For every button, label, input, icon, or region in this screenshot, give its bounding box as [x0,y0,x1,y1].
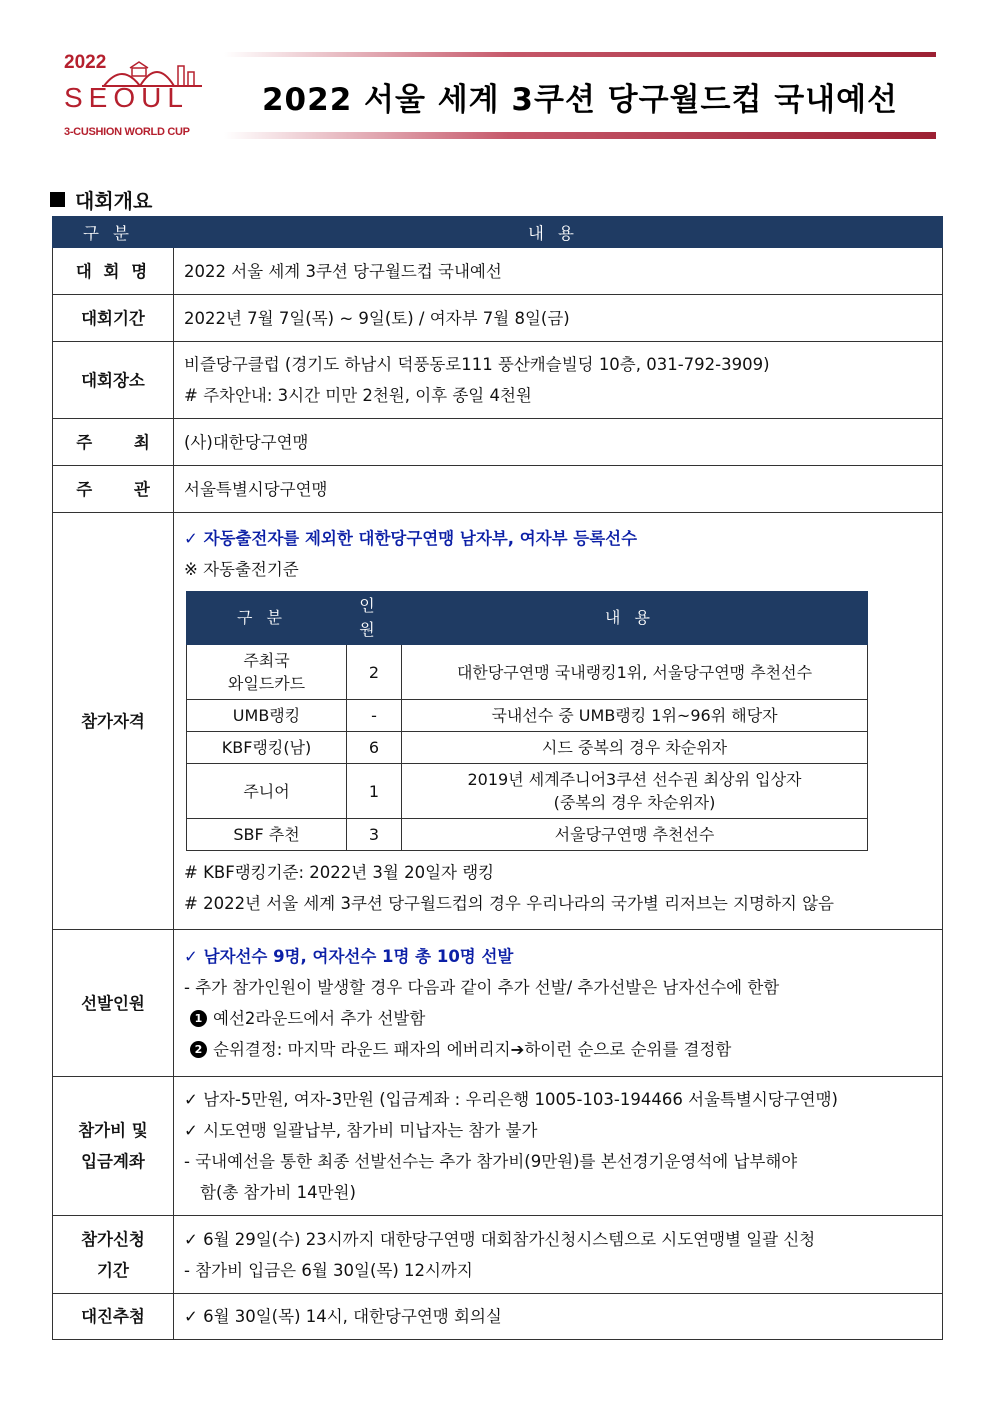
logo-year: 2022 [64,52,107,73]
selection-headline: ✓ 남자선수 9명, 여자선수 1명 총 10명 선발 [184,947,514,966]
fee-payment-rule: ✓ 시도연맹 일괄납부, 참가비 미납자는 참가 불가 [184,1121,538,1140]
row-label-application-2: 기간 [97,1260,129,1280]
number-two-icon: 2 [190,1041,207,1058]
table-row [53,1216,943,1294]
table-row [187,645,868,700]
application-payment: - 참가비 입금은 6월 30일(목) 12시까지 [184,1260,473,1280]
eligibility-headline: ✓ 자동출전자를 제외한 대한당구연맹 남자부, 여자부 등록선수 [184,529,638,548]
inner-cell-category-2: 와일드카드 [227,674,306,693]
eligibility-note-ranking: # KBF랭킹기준: 2022년 3월 20일자 랭킹 [184,863,495,882]
header-bottom-bar [224,132,936,139]
inner-cell-count: 3 [347,819,402,851]
page-title: 2022 서울 세계 3쿠션 당구월드컵 국내예선 [261,82,898,118]
overview-table [52,216,943,1340]
inner-cell-count: 1 [347,764,402,819]
table-row [53,1077,943,1216]
square-bullet-icon [50,192,65,207]
table-row [187,732,868,764]
row-value-host: (사)대한당구연맹 [174,419,943,466]
table-row [53,419,943,466]
row-label-host: 주 최 [53,419,174,466]
table-row [53,466,943,513]
fee-amounts: ✓ 남자-5만원, 여자-3만원 (입금계좌 : 우리은행 1005-103-194466 서울특별시당구연맹) [184,1090,838,1109]
eligibility-criteria-title: ※ 자동출전기준 [184,560,299,579]
fee-total: 함(총 참가비 14만원) [200,1183,356,1202]
inner-header-category: 구분 [187,592,347,645]
application-deadline: ✓ 6월 29일(수) 23시까지 대한당구연맹 대회참가신청시스템으로 시도연맹별 일괄 신청 [184,1229,816,1249]
inner-cell-category: 주니어 [187,764,347,819]
table-row [53,295,943,342]
fee-additional: - 국내예선을 통한 최종 선발선수는 추가 참가비(9만원)를 본선경기운영석에 납부해야 [184,1152,798,1171]
inner-cell-count: 6 [347,732,402,764]
inner-cell-content: 시드 중복의 경우 차순위자 [402,732,868,764]
row-value-name: 2022 서울 세계 3쿠션 당구월드컵 국내예선 [174,248,943,295]
row-label-fee: 참가비 및 [78,1121,148,1140]
table-row [53,342,943,419]
inner-cell-category: 주최국 [243,651,290,670]
page-header [52,46,936,142]
row-label-name: 대 회 명 [53,248,174,295]
venue-parking: # 주차안내: 3시간 미만 2천원, 이후 종일 4천원 [184,386,532,405]
seoul-world-cup-logo [62,52,202,142]
inner-header-content: 내용 [402,592,868,645]
row-label-venue: 대회장소 [53,342,174,419]
row-label-organizer: 주 관 [53,466,174,513]
row-label-eligibility: 참가자격 [53,513,174,930]
row-label-application: 참가신청 [81,1229,145,1249]
table-row [53,1294,943,1340]
inner-cell-content: 서울당구연맹 추천선수 [402,819,868,851]
inner-cell-content: 2019년 세계주니어3쿠션 선수권 최상위 입상자 [467,770,802,789]
table-row [53,513,943,930]
table-row [53,930,943,1077]
inner-cell-content: 대한당구연맹 국내랭킹1위, 서울당구연맹 추천선수 [402,645,868,700]
inner-header-count: 인원 [347,592,402,645]
table-row [53,248,943,295]
inner-cell-count: - [347,700,402,732]
selection-ranking-rule: 순위결정: 마지막 라운드 패자의 에버리지➔하이런 순으로 순위를 결정함 [213,1040,732,1059]
number-one-icon: 1 [190,1010,207,1027]
row-label-selection: 선발인원 [53,930,174,1077]
row-label-fee-2: 입금계좌 [81,1152,145,1171]
table-row [187,700,868,732]
row-value-draw: ✓ 6월 30일(목) 14시, 대한당구연맹 회의실 [174,1294,943,1340]
table-header-row [53,217,943,248]
venue-address: 비즐당구클럽 (경기도 하남시 덕풍동로111 풍산캐슬빌딩 10층, 031-792-3909) [184,355,770,374]
inner-cell-count: 2 [347,645,402,700]
row-value-organizer: 서울특별시당구연맹 [174,466,943,513]
row-label-period: 대회기간 [53,295,174,342]
logo-subtitle: 3-CUSHION WORLD CUP [64,126,190,138]
section-heading [50,185,152,214]
table-row [187,764,868,819]
inner-cell-content-2: (중복의 경우 차순위자) [553,793,716,812]
section-title: 대회개요 [75,189,153,213]
header-top-bar [224,52,936,57]
selection-additional: - 추가 참가인원이 발생할 경우 다음과 같이 추가 선발/ 추가선발은 남자선수에 한함 [184,978,780,997]
row-label-draw: 대진추첨 [53,1294,174,1340]
inner-cell-category: KBF랭킹(남) [187,732,347,764]
inner-cell-category: SBF 추천 [187,819,347,851]
inner-cell-category: UMB랭킹 [187,700,347,732]
header-category: 구분 [53,217,174,248]
inner-header-row [187,592,868,645]
auto-entry-table [186,591,868,851]
eligibility-note-reserve: # 2022년 서울 세계 3쿠션 당구월드컵의 경우 우리나라의 국가별 리저브는 지명하지 않음 [184,894,834,913]
table-row [187,819,868,851]
logo-city: SEOUL [64,82,189,113]
inner-cell-content: 국내선수 중 UMB랭킹 1위~96위 해당자 [402,700,868,732]
header-content: 내용 [174,217,943,248]
selection-round2: 예선2라운드에서 추가 선발함 [213,1009,426,1028]
row-value-period: 2022년 7월 7일(목) ~ 9일(토) / 여자부 7월 8일(금) [174,295,943,342]
